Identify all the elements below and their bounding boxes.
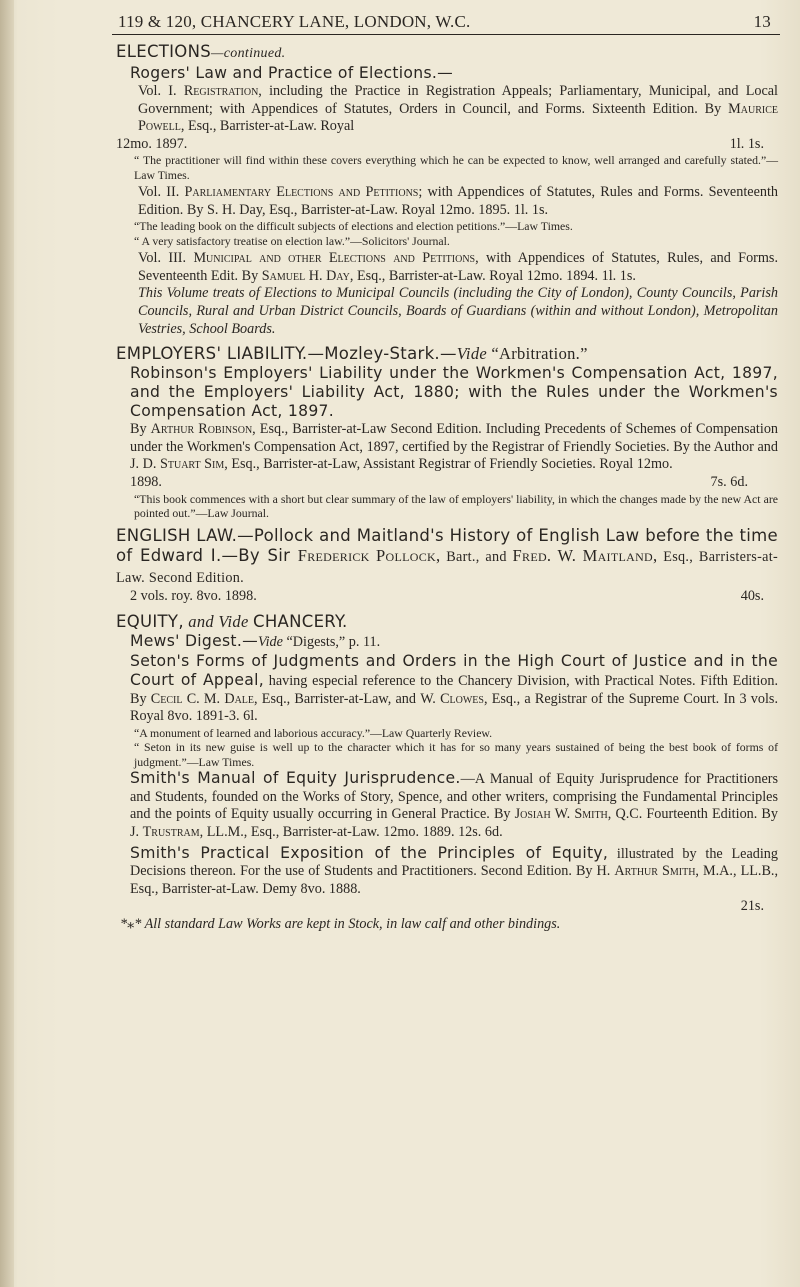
page-number: 13 xyxy=(753,12,771,31)
rogers-vol1-imprint: 12mo. 1897. 1l. 1s. xyxy=(116,135,764,152)
rogers-vol2-review1: “The leading book on the difficult subjects of elections and election petitions.”—Law Times. xyxy=(134,219,573,234)
rogers-title: Rogers' Law and Practice of Elections.— xyxy=(130,64,454,82)
rogers-vol2-review2: “ A very satisfactory treatise on election law.”—Solicitors' Journal. xyxy=(134,233,450,248)
employers-heading: EMPLOYERS' LIABILITY.—Mozley-Stark.—Vide “Arbitration.” xyxy=(116,344,588,364)
seton-entry: Seton's Forms of Judgments and Orders in the High Court of Justice and in the Court of Appeal, having especial reference to the Chancery Division, with Practical Notes. Fifth Edition. By Cecil C. M. Dale, Esq., Barrister-at-Law, and W. Clowes, Esq., a Registrar of the Supreme Court. In 3 vols. Royal 8vo. 1891-3. 6l. xyxy=(130,651,779,725)
running-header xyxy=(118,10,783,32)
equity-heading: EQUITY, and Vide CHANCERY. xyxy=(116,611,348,631)
rogers-vol2: Vol. II. Parliamentary Elections and Petitions; with Appendices of Statutes, Rules and Forms. Seventeenth Edition. By S. H. Day, Esq., Barrister-at-Law. Royal 12mo. 1895. 1l. 1s. xyxy=(138,184,778,218)
mews-entry: Mews' Digest.—Vide “Digests,” p. 11. xyxy=(130,631,381,650)
rogers-vol1: Vol. I. Registration, including the Practice in Registration Appeals; Parliamentary, Municipal, and Local Government; with Appendices of Statutes, Orders in Council, and Forms. Sixteenth Edition. By Maurice Powell, Esq., Barrister-at-Law. Royal xyxy=(138,83,779,135)
seton-review1: “A monument of learned and laborious accuracy.”—Law Quarterly Review. xyxy=(134,725,493,740)
header-rule xyxy=(112,34,780,35)
rogers-vol3: Vol. III. Municipal and other Elections and Petitions, with Appendices of Statutes, Rules, and Forms. Seventeenth Edit. By Samuel H. Day, Esq., Barrister-at-Law. Royal 12mo. 1894. 1l. 1s. xyxy=(138,250,778,284)
rogers-vol1-review: “ The practitioner will find within these covers everything which he can be expected to know, well arranged and carefully stated.”—Law Times. xyxy=(134,153,778,182)
seton-review2: “ Seton in its new guise is well up to the character which it has for so many years sustained of being the best book of forms of judgment.”—Law Times. xyxy=(134,740,778,769)
elections-heading: ELECTIONS—continued. xyxy=(116,42,286,61)
robinson-review: “This book commences with a short but clear summary of the law of employers' liability, in which the changes made by the new Act are pointed out.”—Law Journal. xyxy=(134,491,778,520)
smith-manual-entry: Smith's Manual of Equity Jurisprudence.—A Manual of Equity Jurisprudence for Practitioners and Students, founded on the Works of Story, Spence, and other writers, comprising the Fundamental Principles and the points of Equity usually occurring in General Practice. By Josiah W. Smith, Q.C. Fourteenth Edition. By J. Trustram, LL.M., Esq., Barrister-at-Law. 12mo. 1889. 12s. 6d. xyxy=(130,769,778,840)
header-address: 119 & 120, CHANCERY LANE, LONDON, W.C. xyxy=(118,12,471,31)
smith-practical-entry: Smith's Practical Exposition of the Principles of Equity, illustrated by the Leading Decisions thereon. For the use of Students and Practitioners. Second Edition. By H. Arthur Smith, M.A., LL.B., Esq., Barrister-at-Law. Demy 8vo. 1888. xyxy=(130,843,779,897)
english-law-heading: ENGLISH LAW.—Pollock and Maitland's History of English Law before the time of Edward I.—By Sir Frederick Pollock, Bart., and Fred. W. Maitland, Esq., Barristers-at-Law. Second Edition. xyxy=(116,526,778,587)
robinson-imprint: 1898. 7s. 6d. xyxy=(130,473,748,490)
pollock-imprint: 2 vols. roy. 8vo. 1898. 40s. xyxy=(130,588,764,605)
page-binding-edge xyxy=(0,0,14,1287)
robinson-entry: By Arthur Robinson, Esq., Barrister-at-Law Second Edition. Including Precedents of Schemes of Compensation under the Workmen's Compensation Act, 1897, certified by the Registrar of Friendly Societies. By the Author and J. D. Stuart Sim, Esq., Barrister-at-Law, Assistant Registrar of Friendly Societies. Royal 12mo. xyxy=(130,421,779,473)
rogers-vol3-note: This Volume treats of Elections to Municipal Councils (including the City of London), County Councils, Parish Councils, Rural and Urban District Councils, Boards of Guardians (within and without London), Metropolitan Vestries, School Boards. xyxy=(138,285,778,337)
smith-practical-price-row: 21s. xyxy=(740,898,764,915)
catalogue-content xyxy=(116,42,778,933)
footer-note: *⁎* All standard Law Works are kept in Stock, in law calf and other bindings. xyxy=(120,915,561,932)
robinson-title: Robinson's Employers' Liability under the Workmen's Compensation Act, 1897, and the Employers' Liability Act, 1880; with the Rules under the Workmen's Compensation Act, 1897. xyxy=(130,364,778,421)
